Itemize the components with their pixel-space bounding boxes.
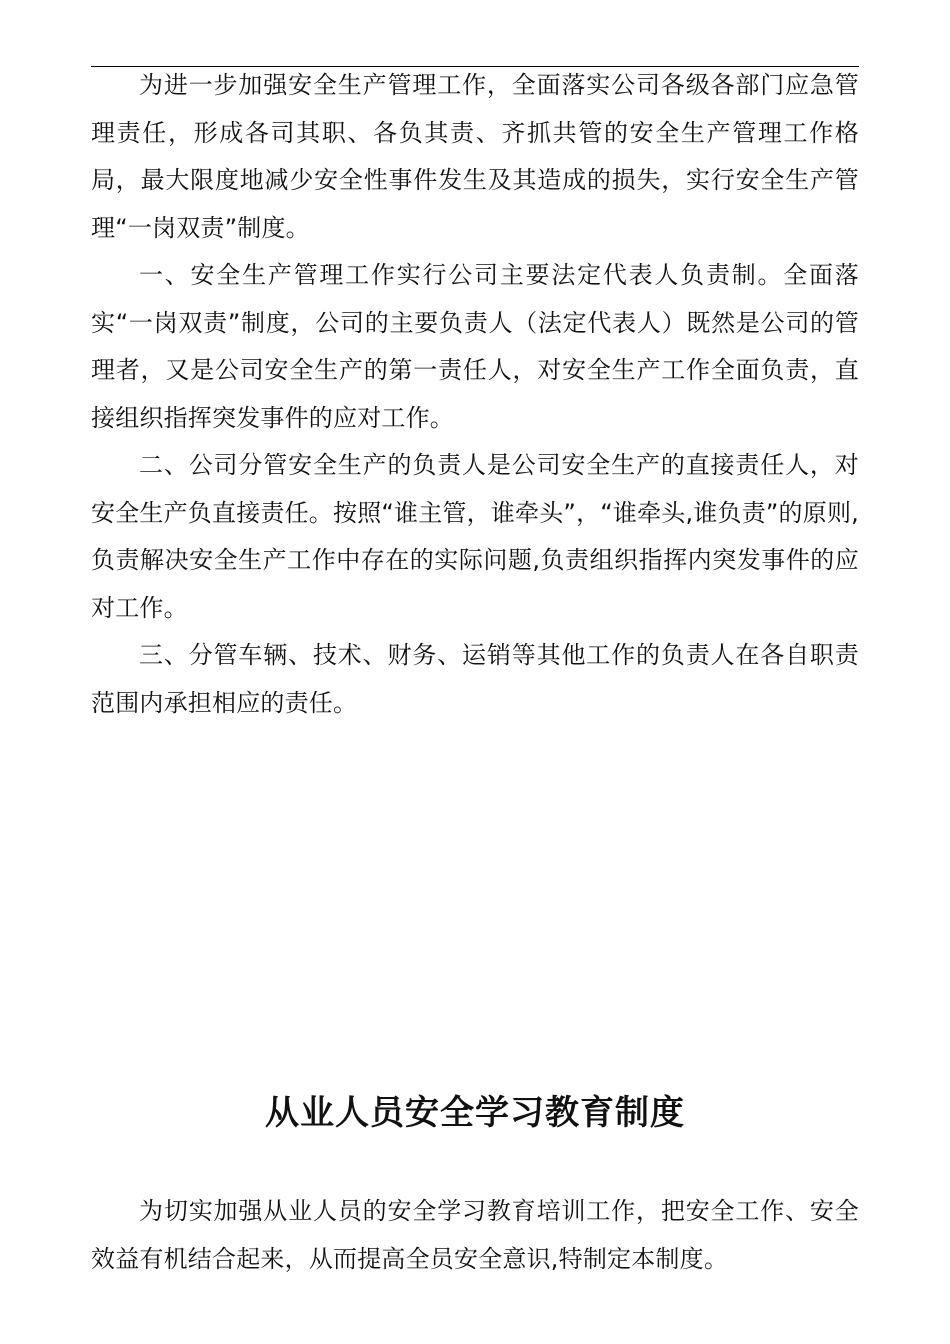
clause-three-paragraph: 三、分管车辆、技术、财务、运销等其他工作的负责人在各自职责范围内承担相应的责任。 — [91, 641, 859, 717]
intro-paragraph: 为进一步加强安全生产管理工作，全面落实公司各级各部门应急管理责任，形成各司其职、各负其责、齐抓共管的安全生产管理工作格局，最大限度地减少安全性事件发生及其造成的损失，实行安全生产管理“一岗双责”制度。 — [91, 71, 859, 242]
education-section — [91, 1188, 859, 1283]
section-title: 从业人员安全学习教育制度 — [265, 1092, 685, 1133]
clause-two-paragraph: 二、公司分管安全生产的负责人是公司安全生产的直接责任人，对安全生产负直接责任。按照“谁主管，谁牵头”，“谁牵头,谁负责”的原则,负责解决安全生产工作中存在的实际问题,负责组织指挥内突发事件的应对工作。 — [91, 451, 859, 622]
intro-section — [91, 62, 859, 727]
education-intro-paragraph: 为切实加强从业人员的安全学习教育培训工作，把安全工作、安全效益有机结合起来，从而提高全员安全意识,特制定本制度。 — [91, 1197, 859, 1273]
clause-one-paragraph: 一、安全生产管理工作实行公司主要法定代表人负责制。全面落实“一岗双责”制度，公司的主要负责人（法定代表人）既然是公司的管理者，又是公司安全生产的第一责任人，对安全生产工作全面负责，直接组织指挥突发事件的应对工作。 — [91, 261, 859, 432]
